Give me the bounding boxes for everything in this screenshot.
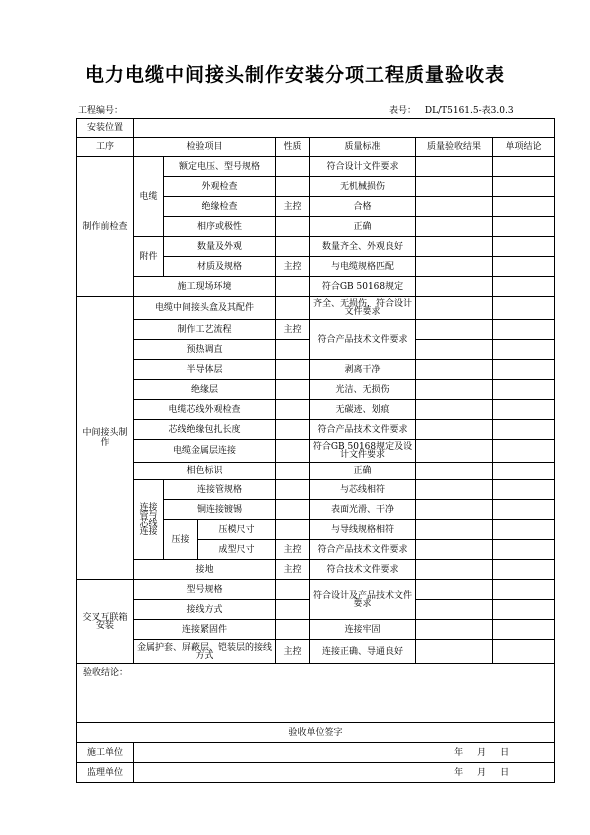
result-cell[interactable] bbox=[416, 340, 493, 360]
nature bbox=[276, 440, 310, 463]
table-row bbox=[77, 480, 555, 500]
standard: 符合设计文件要求 bbox=[310, 157, 416, 177]
item: 外观检查 bbox=[164, 177, 276, 197]
item: 半导体层 bbox=[134, 360, 276, 380]
supervision-unit-sign[interactable] bbox=[134, 763, 555, 783]
conclusion-area[interactable] bbox=[77, 664, 555, 723]
table-row bbox=[77, 277, 555, 297]
nature bbox=[276, 297, 310, 320]
conclusion-cell[interactable] bbox=[493, 340, 555, 360]
conclusion-cell[interactable] bbox=[493, 520, 555, 540]
table-row bbox=[77, 463, 555, 480]
result-cell[interactable] bbox=[416, 480, 493, 500]
item: 施工现场环境 bbox=[134, 277, 276, 297]
table-row bbox=[77, 360, 555, 380]
construction-unit-row bbox=[77, 743, 555, 763]
item: 相色标识 bbox=[134, 463, 276, 480]
col-process: 工序 bbox=[77, 138, 134, 157]
nature bbox=[276, 237, 310, 257]
conclusion-cell[interactable] bbox=[493, 463, 555, 480]
item: 电缆金属层连接 bbox=[134, 440, 276, 463]
item: 压模尺寸 bbox=[198, 520, 276, 540]
nature bbox=[276, 340, 310, 360]
col-conclusion: 单项结论 bbox=[493, 138, 555, 157]
item: 金属护套、屏蔽层、铠装层的接线方式 bbox=[134, 640, 276, 664]
nature bbox=[276, 360, 310, 380]
item: 绝缘检查 bbox=[164, 197, 276, 217]
conclusion-cell[interactable] bbox=[493, 440, 555, 463]
item: 预热调直 bbox=[134, 340, 276, 360]
result-cell[interactable] bbox=[416, 237, 493, 257]
result-cell[interactable] bbox=[416, 640, 493, 664]
item: 相序或极性 bbox=[164, 217, 276, 237]
nature bbox=[276, 520, 310, 540]
standard: 正确 bbox=[310, 463, 416, 480]
item: 接地 bbox=[134, 560, 276, 580]
conclusion-cell[interactable] bbox=[493, 400, 555, 420]
section-cross-bonding-box: 交叉互联箱安装 bbox=[77, 580, 134, 664]
standard: 齐全、无损伤，符合设计文件要求 bbox=[310, 297, 416, 320]
item: 型号规格 bbox=[134, 580, 276, 600]
nature bbox=[276, 217, 310, 237]
conclusion-cell[interactable] bbox=[493, 257, 555, 277]
col-standard: 质量标准 bbox=[310, 138, 416, 157]
item: 电缆芯线外观检查 bbox=[134, 400, 276, 420]
project-number-label: 工程编号： bbox=[78, 106, 124, 116]
conclusion-cell[interactable] bbox=[493, 380, 555, 400]
conclusion-cell[interactable] bbox=[493, 580, 555, 600]
group-crimping: 压接 bbox=[164, 520, 198, 560]
item: 连接管规格 bbox=[164, 480, 276, 500]
item: 芯线绝缘包扎长度 bbox=[134, 420, 276, 440]
install-location-row bbox=[77, 119, 555, 138]
conclusion-cell[interactable] bbox=[493, 560, 555, 580]
standard: 符合技术文件要求 bbox=[310, 560, 416, 580]
table-row bbox=[77, 237, 555, 257]
standard: 数量齐全、外观良好 bbox=[310, 237, 416, 257]
table-row bbox=[77, 440, 555, 463]
date: 年 月 日 bbox=[454, 747, 510, 758]
form-title: 电力电缆中间接头制作安装分项工程质量验收表 bbox=[84, 64, 505, 86]
conclusion-cell[interactable] bbox=[493, 217, 555, 237]
table-row bbox=[77, 640, 555, 664]
result-cell[interactable] bbox=[416, 500, 493, 520]
standard: 无碳迹、划痕 bbox=[310, 400, 416, 420]
table-row bbox=[77, 157, 555, 177]
install-location-label: 安装位置 bbox=[77, 119, 134, 138]
conclusion-cell[interactable] bbox=[493, 600, 555, 620]
table-row bbox=[77, 400, 555, 420]
group-cable: 电缆 bbox=[134, 157, 164, 237]
col-result: 质量验收结果 bbox=[416, 138, 493, 157]
conclusion-cell[interactable] bbox=[493, 620, 555, 640]
result-cell[interactable] bbox=[416, 380, 493, 400]
conclusion-cell[interactable] bbox=[493, 297, 555, 320]
table-row bbox=[77, 560, 555, 580]
table-row bbox=[77, 320, 555, 340]
nature bbox=[276, 500, 310, 520]
standard: 与电缆规格匹配 bbox=[310, 257, 416, 277]
header-row bbox=[77, 138, 555, 157]
result-cell[interactable] bbox=[416, 277, 493, 297]
conclusion-cell[interactable] bbox=[493, 540, 555, 560]
item: 电缆中间接头盒及其配件 bbox=[134, 297, 276, 320]
nature bbox=[276, 380, 310, 400]
result-cell[interactable] bbox=[416, 620, 493, 640]
conclusion-cell[interactable] bbox=[493, 277, 555, 297]
result-cell[interactable] bbox=[416, 463, 493, 480]
result-cell[interactable] bbox=[416, 440, 493, 463]
result-cell[interactable] bbox=[416, 157, 493, 177]
nature: 主控 bbox=[276, 540, 310, 560]
conclusion-cell[interactable] bbox=[493, 640, 555, 664]
standard: 符合产品技术文件要求 bbox=[310, 420, 416, 440]
nature bbox=[276, 157, 310, 177]
table-number-value: DL/T5161.5-表3.0.3 bbox=[424, 106, 514, 116]
sign-label: 验收单位签字 bbox=[77, 723, 555, 743]
conclusion-cell[interactable] bbox=[493, 360, 555, 380]
date: 年 月 日 bbox=[454, 767, 510, 778]
table-row bbox=[77, 420, 555, 440]
table-row bbox=[77, 580, 555, 600]
nature bbox=[276, 620, 310, 640]
supervision-unit-label: 监理单位 bbox=[77, 763, 134, 783]
standard: 无机械损伤 bbox=[310, 177, 416, 197]
result-cell[interactable] bbox=[416, 560, 493, 580]
item: 铜连接镀锡 bbox=[164, 500, 276, 520]
result-cell[interactable] bbox=[416, 540, 493, 560]
standard: 符合设计及产品技术文件要求 bbox=[310, 580, 416, 620]
result-cell[interactable] bbox=[416, 600, 493, 620]
conclusion-cell[interactable] bbox=[493, 500, 555, 520]
conclusion-cell[interactable] bbox=[493, 320, 555, 340]
item: 材质及规格 bbox=[164, 257, 276, 277]
standard: 符合产品技术文件要求 bbox=[310, 320, 416, 360]
standard: 连接牢固 bbox=[310, 620, 416, 640]
item: 成型尺寸 bbox=[198, 540, 276, 560]
nature bbox=[276, 400, 310, 420]
standard: 正确 bbox=[310, 217, 416, 237]
nature: 主控 bbox=[276, 640, 310, 664]
acceptance-table bbox=[76, 118, 555, 783]
result-cell[interactable] bbox=[416, 197, 493, 217]
result-cell[interactable] bbox=[416, 400, 493, 420]
result-cell[interactable] bbox=[416, 297, 493, 320]
result-cell[interactable] bbox=[416, 520, 493, 540]
nature: 主控 bbox=[276, 197, 310, 217]
item: 接线方式 bbox=[134, 600, 276, 620]
table-row bbox=[77, 297, 555, 320]
result-cell[interactable] bbox=[416, 580, 493, 600]
construction-unit-label: 施工单位 bbox=[77, 743, 134, 763]
nature bbox=[276, 177, 310, 197]
item: 额定电压、型号规格 bbox=[164, 157, 276, 177]
conclusion-cell[interactable] bbox=[493, 237, 555, 257]
standard: 符合GB 50168规定 bbox=[310, 277, 416, 297]
nature: 主控 bbox=[276, 257, 310, 277]
standard: 表面光滑、干净 bbox=[310, 500, 416, 520]
conclusion-label: 验收结论： bbox=[83, 668, 129, 678]
group-attachment: 附件 bbox=[134, 237, 164, 277]
standard: 与芯线相符 bbox=[310, 480, 416, 500]
item: 数量及外观 bbox=[164, 237, 276, 257]
conclusion-cell[interactable] bbox=[493, 157, 555, 177]
standard: 连接正确、导通良好 bbox=[310, 640, 416, 664]
conclusion-cell[interactable] bbox=[493, 197, 555, 217]
result-cell[interactable] bbox=[416, 217, 493, 237]
supervision-unit-row bbox=[77, 763, 555, 783]
section-pre-check: 制作前检查 bbox=[77, 157, 134, 297]
install-location-value[interactable] bbox=[134, 119, 555, 138]
table-row bbox=[77, 380, 555, 400]
item: 连接紧固件 bbox=[134, 620, 276, 640]
conclusion-cell[interactable] bbox=[493, 177, 555, 197]
item: 制作工艺流程 bbox=[134, 320, 276, 340]
standard: 合格 bbox=[310, 197, 416, 217]
nature bbox=[276, 277, 310, 297]
nature bbox=[276, 580, 310, 600]
item: 绝缘层 bbox=[134, 380, 276, 400]
nature bbox=[276, 600, 310, 620]
standard: 剥离干净 bbox=[310, 360, 416, 380]
result-cell[interactable] bbox=[416, 320, 493, 340]
conclusion-row bbox=[77, 664, 555, 723]
col-item: 检验项目 bbox=[134, 138, 276, 157]
standard: 光洁、无损伤 bbox=[310, 380, 416, 400]
nature bbox=[276, 480, 310, 500]
result-cell[interactable] bbox=[416, 420, 493, 440]
result-cell[interactable] bbox=[416, 360, 493, 380]
group-connecting-tube: 连接管与芯线连接 bbox=[134, 480, 164, 560]
result-cell[interactable] bbox=[416, 257, 493, 277]
construction-unit-sign[interactable] bbox=[134, 743, 555, 763]
conclusion-cell[interactable] bbox=[493, 420, 555, 440]
standard: 与导线规格相符 bbox=[310, 520, 416, 540]
table-row bbox=[77, 620, 555, 640]
col-nature: 性质 bbox=[276, 138, 310, 157]
table-number bbox=[389, 103, 514, 116]
nature: 主控 bbox=[276, 320, 310, 340]
nature: 主控 bbox=[276, 560, 310, 580]
conclusion-cell[interactable] bbox=[493, 480, 555, 500]
nature bbox=[276, 420, 310, 440]
section-joint-making: 中间接头制作 bbox=[77, 297, 134, 580]
nature bbox=[276, 463, 310, 480]
standard: 符合GB 50168规定及设计文件要求 bbox=[310, 440, 416, 463]
standard: 符合产品技术文件要求 bbox=[310, 540, 416, 560]
result-cell[interactable] bbox=[416, 177, 493, 197]
table-number-label: 表号： bbox=[389, 106, 417, 116]
sign-header-row bbox=[77, 723, 555, 743]
